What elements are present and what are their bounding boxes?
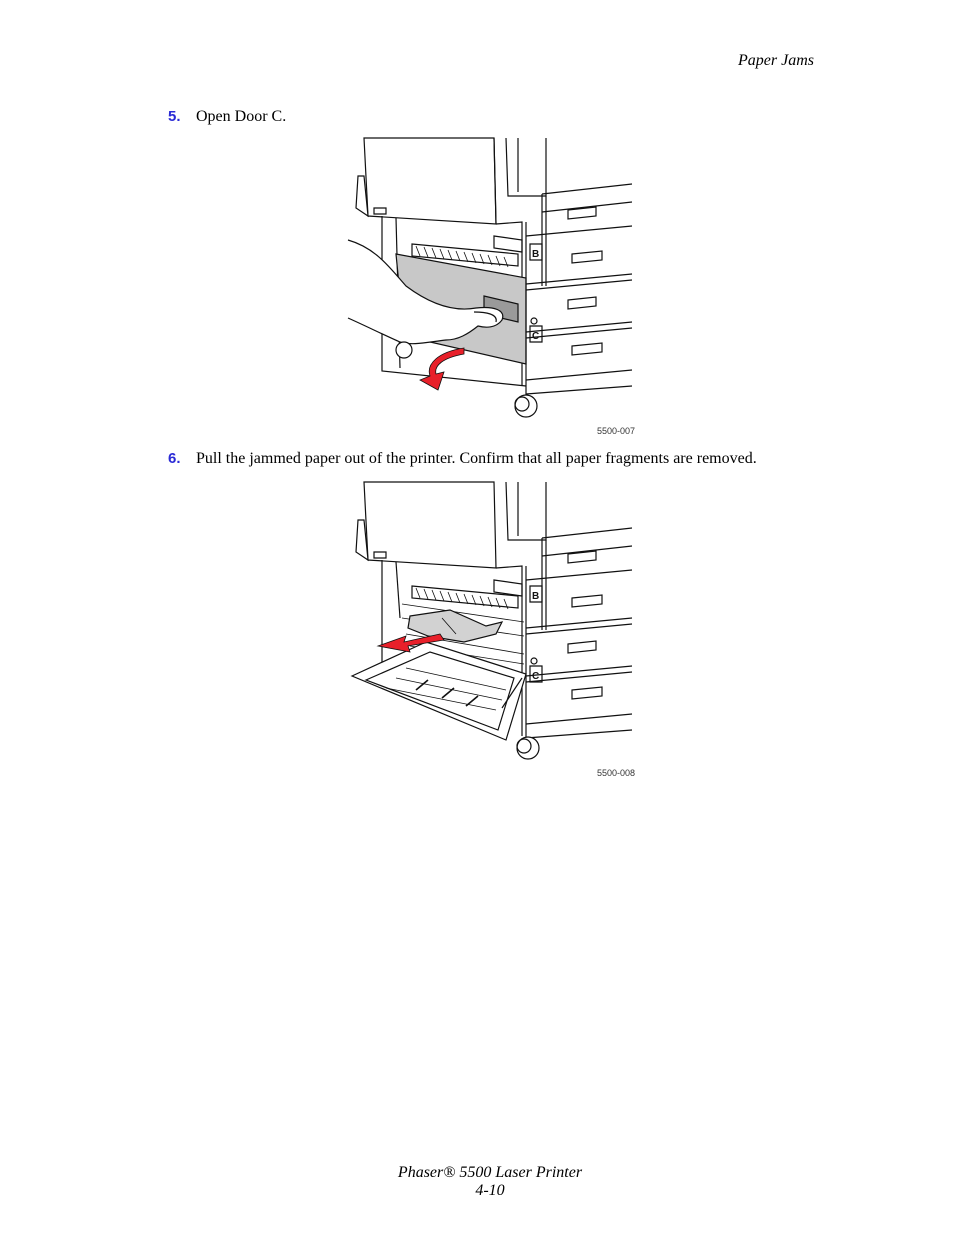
door-c-label: C — [532, 671, 540, 682]
step-number: 5. — [168, 108, 181, 125]
footer-page-number: 4-10 — [475, 1182, 505, 1199]
running-header: Paper Jams — [738, 52, 814, 69]
figure-id-label: 5500-007 — [597, 426, 636, 436]
door-b-label: B — [532, 591, 540, 602]
page-footer — [0, 1164, 954, 1200]
figure-id-label: 5500-008 — [597, 768, 636, 778]
step-5 — [168, 108, 286, 126]
door-b-label: B — [532, 249, 540, 260]
step-text: Open Door C. — [196, 108, 287, 125]
footer-product: Phaser® 5500 Laser Printer — [397, 1164, 583, 1181]
step-6 — [168, 450, 757, 468]
figure-remove-jammed-paper — [346, 478, 636, 764]
figure-open-door-c — [346, 136, 636, 421]
step-text: Pull the jammed paper out of the printer. Confirm that all paper fragments are removed. — [196, 450, 757, 467]
door-c-label: C — [532, 331, 540, 342]
step-number: 6. — [168, 450, 181, 467]
